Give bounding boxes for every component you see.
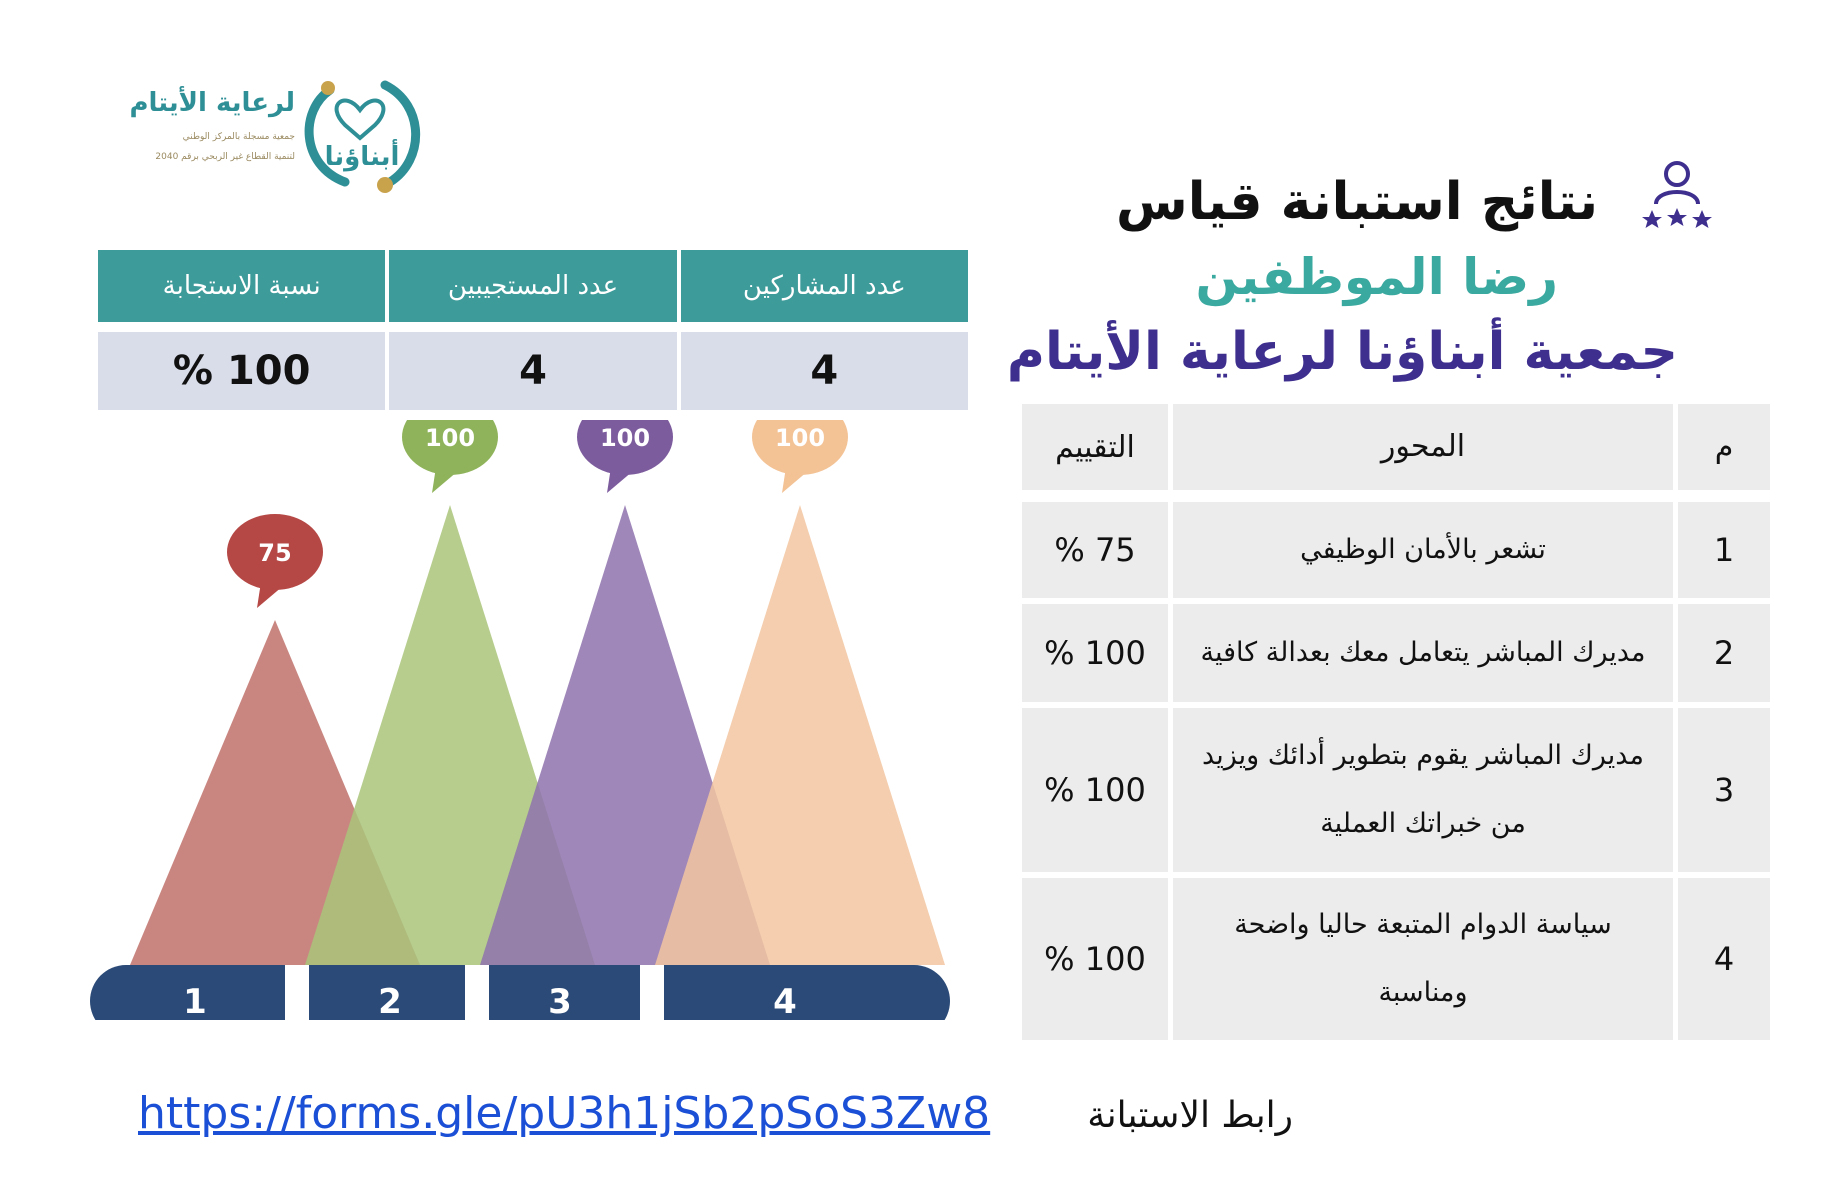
row-rating: 100 % xyxy=(1022,878,1168,1040)
results-table xyxy=(1022,404,1770,1046)
chart-base-bar xyxy=(90,965,950,1020)
row-num: 4 xyxy=(1678,878,1770,1040)
summary-header-respondents: عدد المستجيبين xyxy=(389,250,676,322)
chart-category-label: 3 xyxy=(548,982,572,1020)
chart-bar-4 xyxy=(655,505,945,965)
summary-value-participants: 4 xyxy=(681,332,968,410)
table-row xyxy=(1022,502,1770,598)
row-rating: 75 % xyxy=(1022,502,1168,598)
logo-mark-text: أبناؤنا xyxy=(324,142,400,172)
ratings-chart xyxy=(80,420,960,1020)
survey-link-label: رابط الاستبانة xyxy=(1087,1095,1293,1136)
chart-data-label: 100 xyxy=(599,424,651,452)
chart-data-label: 100 xyxy=(774,424,826,452)
row-axis: مديرك المباشر يتعامل معك بعدالة كافية xyxy=(1173,604,1673,702)
page-subtitle: رضا الموظفين xyxy=(1195,248,1558,306)
header-axis: المحور xyxy=(1173,404,1673,490)
summary-value-response-rate: 100 % xyxy=(98,332,385,410)
header-rating: التقييم xyxy=(1022,404,1168,490)
table-row xyxy=(1022,878,1770,1040)
row-num: 1 xyxy=(1678,502,1770,598)
survey-link[interactable]: https://forms.gle/pU3h1jSb2pSoS3Zw8 xyxy=(138,1088,991,1139)
chart-data-label: 75 xyxy=(258,539,292,567)
logo-title: لرعاية الأيتام xyxy=(129,88,295,118)
logo-sub-line-1: جمعية مسجلة بالمركز الوطني xyxy=(182,132,295,142)
page-title: نتائج استبانة قياس xyxy=(1115,172,1598,232)
row-rating: 100 % xyxy=(1022,708,1168,872)
chart-base-separator-3 xyxy=(640,965,664,1020)
chart-data-label: 100 xyxy=(424,424,476,452)
row-axis: مديرك المباشر يقوم بتطوير أدائك ويزيد من خبراتك العملية xyxy=(1173,708,1673,872)
chart-base-separator-1 xyxy=(285,965,309,1020)
summary-header-participants: عدد المشاركين xyxy=(681,250,968,322)
row-num: 3 xyxy=(1678,708,1770,872)
table-row xyxy=(1022,604,1770,702)
chart-category-label: 2 xyxy=(378,982,402,1020)
summary-table xyxy=(98,250,968,410)
chart-category-label: 1 xyxy=(183,982,207,1020)
chart-category-label: 4 xyxy=(773,982,797,1020)
table-row xyxy=(1022,708,1770,872)
users-rating-icon xyxy=(1640,160,1715,232)
header-num: م xyxy=(1678,404,1770,490)
organization-logo xyxy=(115,70,435,195)
row-axis: تشعر بالأمان الوظيفي xyxy=(1173,502,1673,598)
summary-header-response-rate: نسبة الاستجابة xyxy=(98,250,385,322)
summary-value-respondents: 4 xyxy=(389,332,676,410)
row-axis: سياسة الدوام المتبعة حاليا واضحة ومناسبة xyxy=(1173,878,1673,1040)
row-rating: 100 % xyxy=(1022,604,1168,702)
logo-mark-icon xyxy=(290,70,435,195)
results-header-row xyxy=(1022,404,1770,490)
organization-name: جمعية أبناؤنا لرعاية الأيتام xyxy=(1006,322,1678,382)
chart-base-separator-2 xyxy=(465,965,489,1020)
row-num: 2 xyxy=(1678,604,1770,702)
logo-sub-line-2: لتنمية القطاع غير الربحي برقم 2040 xyxy=(155,152,295,162)
